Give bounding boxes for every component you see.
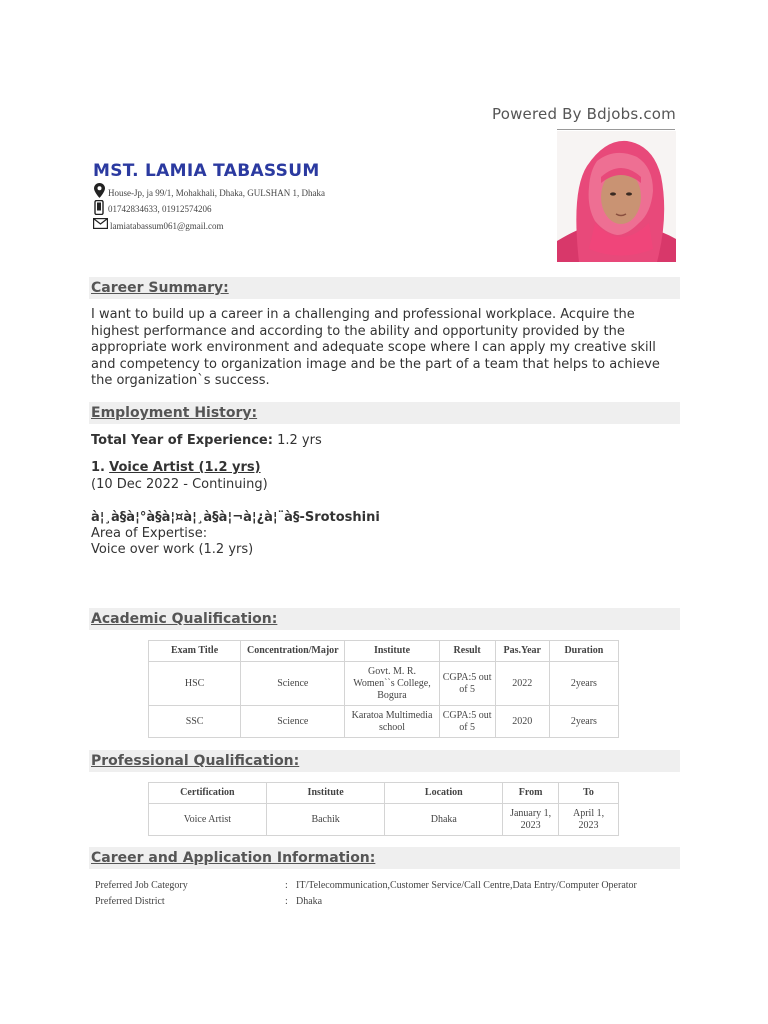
candidate-name: MST. LAMIA TABASSUM [93, 161, 320, 181]
academic-header-row [149, 641, 619, 662]
career-info-heading-bar [89, 847, 680, 869]
info-label: Preferred Job Category [95, 880, 188, 891]
table-cell: CGPA:5 out of 5 [439, 662, 495, 706]
table-cell: January 1, 2023 [503, 804, 559, 836]
academic-heading: Academic Qualification: [91, 611, 278, 627]
table-cell: April 1, 2023 [559, 804, 619, 836]
column-header: Result [439, 641, 495, 662]
career-info-heading: Career and Application Information: [91, 850, 376, 866]
column-header: Institute [266, 783, 385, 804]
job-number: 1. [91, 460, 105, 475]
career-summary-heading: Career Summary: [91, 280, 229, 296]
envelope-icon [92, 215, 108, 231]
column-header: Institute [345, 641, 439, 662]
column-header: Location [385, 783, 503, 804]
info-label: Preferred District [95, 896, 165, 907]
table-cell: 2020 [495, 706, 549, 738]
info-separator: : [285, 880, 288, 891]
professional-table [148, 782, 619, 836]
mobile-phone-icon [92, 199, 106, 215]
table-row [149, 662, 619, 706]
table-cell: 2022 [495, 662, 549, 706]
table-cell: SSC [149, 706, 241, 738]
table-cell: Voice Artist [149, 804, 267, 836]
column-header: From [503, 783, 559, 804]
company-name: à¦¸à§à¦°à§à¦¤à¦¸à§à¦¬à¦¿à¦¨à§-Srotoshini [91, 510, 380, 525]
professional-heading: Professional Qualification: [91, 753, 300, 769]
total-experience-label: Total Year of Experience: [91, 433, 273, 448]
expertise-value: Voice over work (1.2 yrs) [91, 542, 254, 557]
table-row [149, 706, 619, 738]
total-experience [91, 433, 676, 450]
table-cell: Science [241, 662, 345, 706]
column-header: Concentration/Major [241, 641, 345, 662]
address-text: House-Jp, ja 99/1, Mohakhali, Dhaka, GULSHAN 1, Dhaka [108, 188, 325, 198]
column-header: To [559, 783, 619, 804]
employment-history-heading-bar [89, 402, 680, 424]
table-cell: Science [241, 706, 345, 738]
academic-heading-bar [89, 608, 680, 630]
column-header: Duration [549, 641, 618, 662]
info-value: Dhaka [296, 896, 323, 907]
location-pin-icon [92, 182, 106, 198]
table-cell: 2years [549, 706, 618, 738]
academic-table [148, 640, 619, 738]
powered-by-underline [557, 129, 675, 130]
employment-history-heading: Employment History: [91, 405, 258, 421]
table-cell: Govt. M. R. Women``s College, Bogura [345, 662, 439, 706]
phone-text: 01742834633, 01912574206 [108, 204, 212, 214]
powered-by-text: Powered By Bdjobs.com [492, 105, 676, 123]
job-title: Voice Artist (1.2 yrs) [109, 460, 261, 475]
job-entry [91, 460, 676, 477]
career-summary-heading-bar [89, 277, 680, 299]
column-header: Pas.Year [495, 641, 549, 662]
address-row [92, 182, 325, 198]
professional-header-row [149, 783, 619, 804]
table-row [149, 804, 619, 836]
career-summary-text: I want to build up a career in a challenging and professional workplace. Acquire the highest performance and according to the ability and opportunity provided by the appropriate work environment and adequate scope where I can apply my creative skill and competency to organization image and be the part of a team that helps to achieve the organization`s success. [91, 307, 660, 389]
info-separator: : [285, 896, 288, 907]
column-header: Exam Title [149, 641, 241, 662]
column-header: Certification [149, 783, 267, 804]
professional-heading-bar [89, 750, 680, 772]
table-cell: CGPA:5 out of 5 [439, 706, 495, 738]
email-text: lamiatabassum061@gmail.com [110, 220, 224, 231]
job-dates: (10 Dec 2022 - Continuing) [91, 477, 268, 492]
profile-photo [557, 131, 676, 262]
phone-row [92, 199, 212, 215]
expertise-label: Area of Expertise: [91, 526, 208, 541]
table-cell: 2years [549, 662, 618, 706]
table-cell: Karatoa Multimedia school [345, 706, 439, 738]
info-value: IT/Telecommunication,Customer Service/Call Centre,Data Entry/Computer Operator [296, 880, 637, 891]
email-row [92, 215, 224, 231]
table-cell: Bachik [266, 804, 385, 836]
table-cell: HSC [149, 662, 241, 706]
table-cell: Dhaka [385, 804, 503, 836]
total-experience-value: 1.2 yrs [277, 433, 322, 448]
